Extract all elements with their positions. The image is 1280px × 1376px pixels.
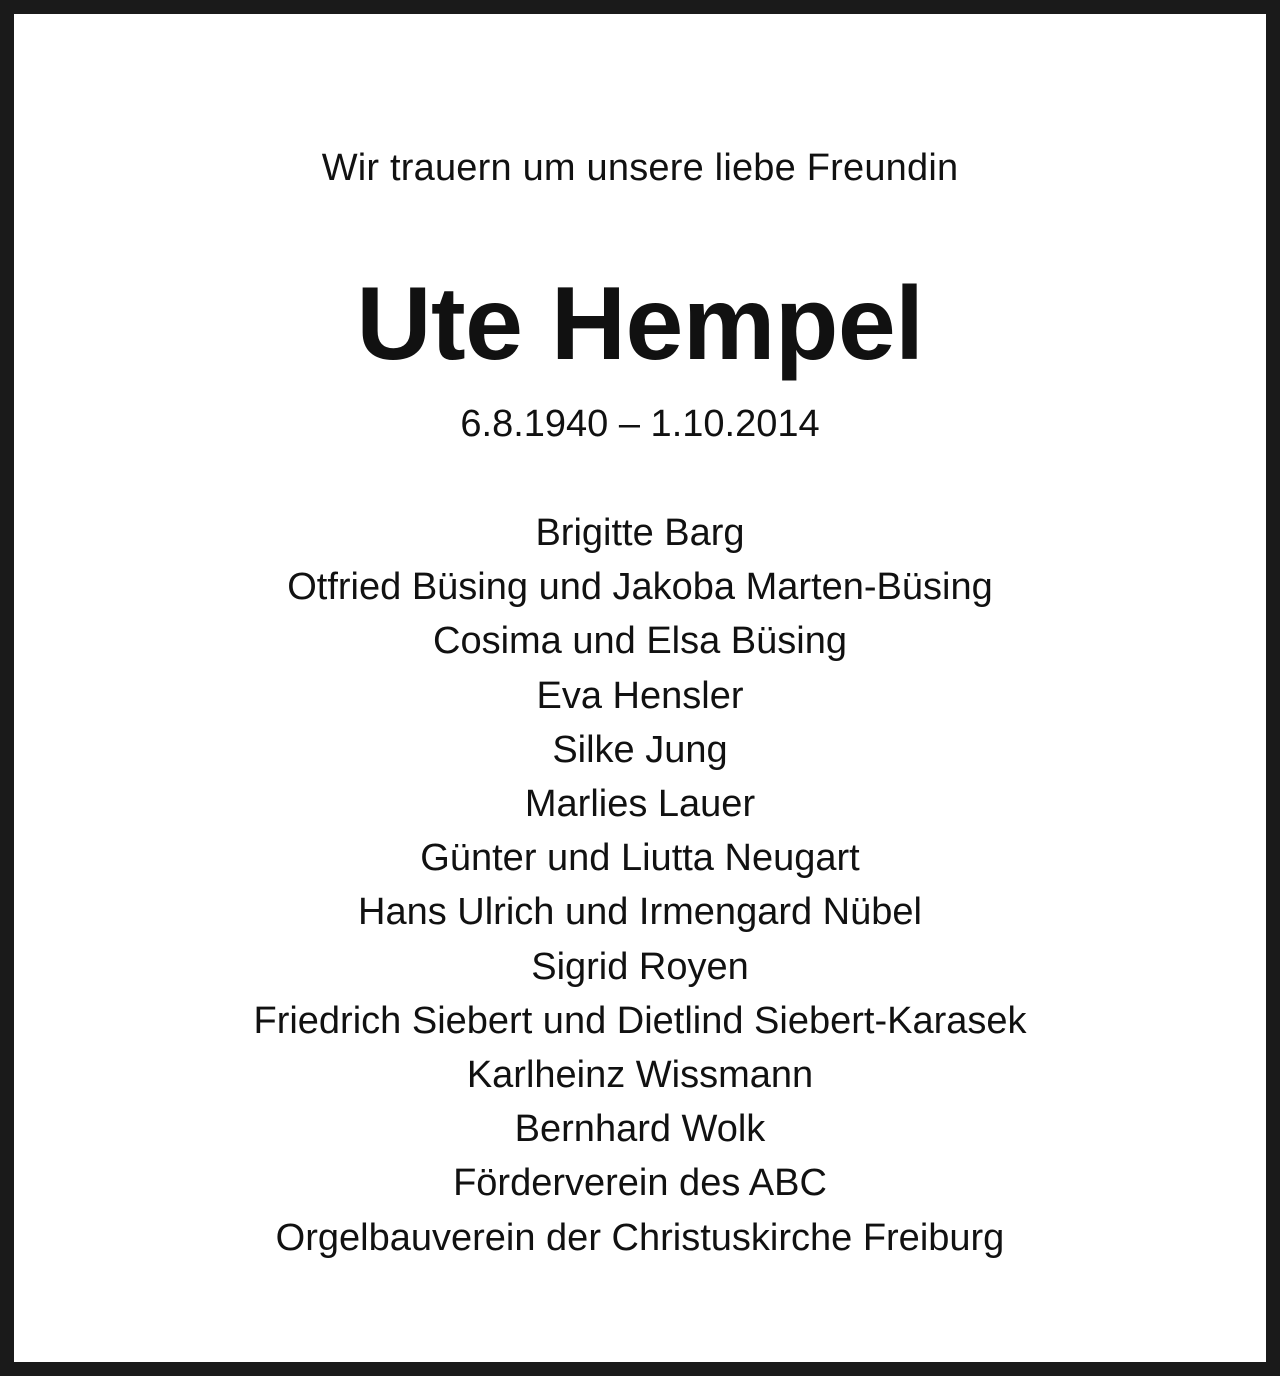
mourner-entry: Marlies Lauer: [524, 783, 756, 826]
mourners-list: [14, 506, 1266, 1265]
mourner-entry: Otfried Büsing und Jakoba Marten-Büsing: [287, 566, 993, 609]
mourner-entry: Hans Ulrich und Irmengard Nübel: [358, 891, 922, 934]
mourner-entry: Bernhard Wolk: [514, 1108, 766, 1151]
mourner-entry: Brigitte Barg: [535, 512, 745, 554]
mourner-entry: Günter und Liutta Neugart: [420, 837, 860, 880]
mourner-entry: Eva Hensler: [536, 674, 744, 717]
mourner-entry: Karlheinz Wissmann: [466, 1054, 814, 1097]
mourner-entry: Friedrich Siebert und Dietlind Siebert-Karasek: [253, 999, 1027, 1042]
deceased-name: Ute Hempel: [356, 266, 924, 382]
mourner-entry: Sigrid Royen: [531, 945, 749, 988]
life-dates: 6.8.1940 – 1.10.2014: [460, 403, 820, 445]
mourner-entry: Silke Jung: [552, 728, 728, 771]
intro-line: Wir trauern um unsere liebe Freundin: [321, 147, 959, 189]
mourner-entry: Förderverein des ABC: [453, 1162, 827, 1205]
mourner-entry: Orgelbauverein der Christuskirche Freiburg: [275, 1216, 1005, 1259]
mourner-entry: Cosima und Elsa Büsing: [433, 620, 847, 663]
